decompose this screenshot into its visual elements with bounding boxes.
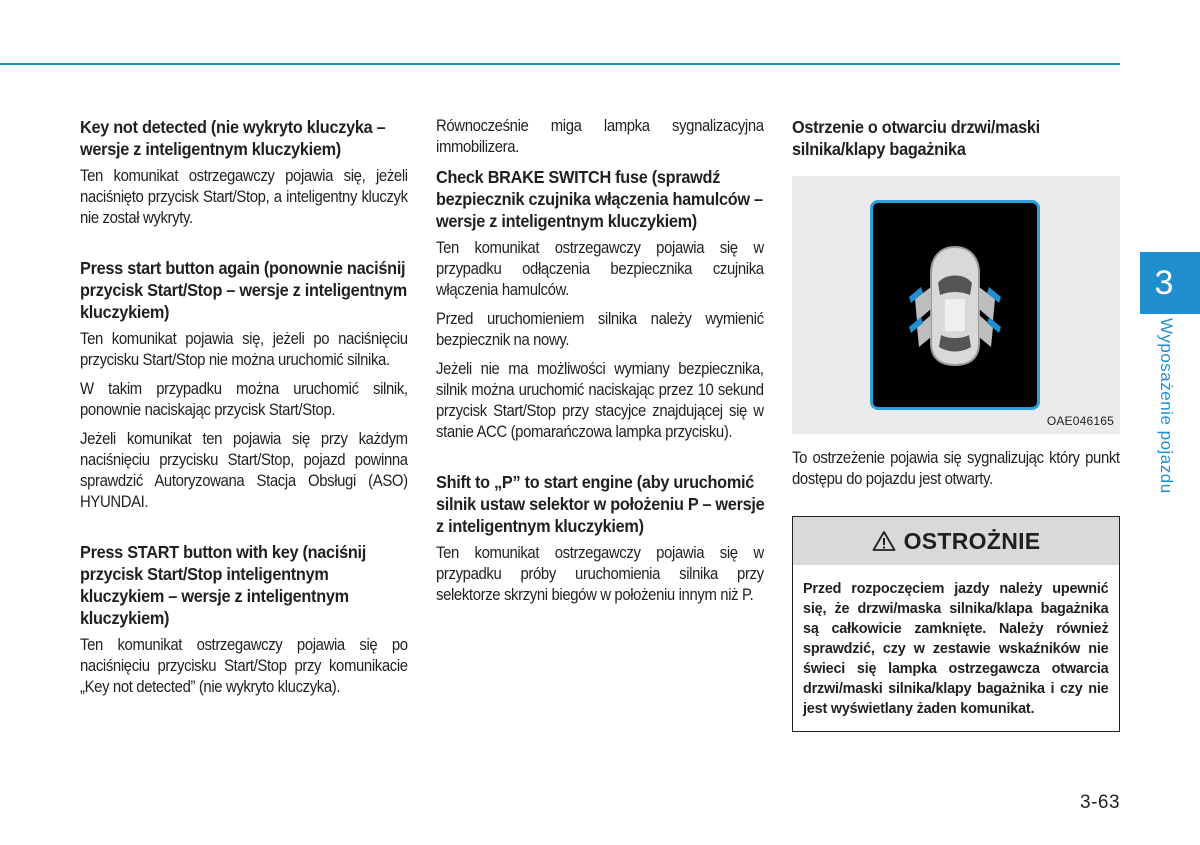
section-title-press-start-with-key: Press START button with key (naciśnij przycisk Start/Stop inteligentnym kluczykiem – wersje z inteligentnym kluczykiem)	[80, 542, 366, 628]
paragraph: Równocześnie miga lampka sygnalizacyjna immobilizera.	[436, 117, 764, 156]
chapter-title: Wyposażenie pojazdu	[1157, 318, 1176, 494]
section-title-door-open-warning: Ostrzenie o otwarciu drzwi/maski silnika/klapy bagażnika	[792, 117, 1040, 159]
cluster-display	[870, 200, 1040, 410]
paragraph: Ten komunikat ostrzegawczy pojawia się po naciśnięciu przycisku Start/Stop przy komunikacie „Key not detected” (nie wykryto kluczyka).	[80, 636, 408, 696]
figure-door-open	[792, 176, 1120, 434]
figure-code: OAE046165	[1046, 414, 1114, 428]
column-middle	[436, 116, 764, 614]
caution-header	[793, 517, 1119, 565]
open-doors-car-icon	[873, 203, 1037, 407]
section-title-check-brake-switch: Check BRAKE SWITCH fuse (sprawdź bezpiecznik czujnika włączenia hamulców – wersje z inteligentnym kluczykiem)	[436, 167, 763, 231]
page-number: 3-63	[1080, 792, 1121, 813]
column-left	[80, 116, 408, 706]
paragraph: To ostrzeżenie pojawia się sygnalizując który punkt dostępu do pojazdu jest otwarty.	[792, 449, 1120, 488]
paragraph: Jeżeli nie ma możliwości wymiany bezpiecznika, silnik można uruchomić naciskając przez 10 sekund przycisk Start/Stop przy stacyjce znajdującej się w stanie ACC (pomarańczowa lampka przycisku).	[436, 360, 764, 441]
paragraph: Ten komunikat ostrzegawczy pojawia się w przypadku próby uruchomienia silnika przy selektorze skrzyni biegów w położeniu innym niż P.	[436, 544, 764, 604]
caution-box	[792, 516, 1120, 732]
paragraph: Ten komunikat ostrzegawczy pojawia się, jeżeli naciśnięto przycisk Start/Stop, a inteligentny kluczyk nie został wykryty.	[80, 167, 408, 227]
top-rule	[0, 63, 1120, 65]
paragraph: W takim przypadku można uruchomić silnik, ponownie naciskając przycisk Start/Stop.	[80, 380, 408, 419]
paragraph: Przed uruchomieniem silnika należy wymienić bezpiecznik na nowy.	[436, 310, 764, 349]
column-right	[792, 116, 1120, 732]
warning-triangle-icon	[872, 530, 896, 552]
paragraph: Ten komunikat ostrzegawczy pojawia się w przypadku odłączenia bezpiecznika czujnika włączenia hamulców.	[436, 239, 764, 299]
caution-title: OSTROŻNIE	[903, 527, 1041, 554]
caution-body	[793, 565, 1119, 731]
caution-text: Przed rozpoczęciem jazdy należy upewnić się, że drzwi/maska silnika/klapa bagażnika są całkowicie zamknięte. Należy również sprawdzić, czy w zestawie wskaźników nie świeci się lampka ostrzegawcza otwarcia drzwi/maski silnika/klapy bagażnika i czy nie jest wyświetlany żaden komunikat.	[803, 580, 1109, 717]
section-title-shift-to-p: Shift to „P” to start engine (aby uruchomić silnik ustaw selektor w położeniu P – wersje z inteligentnym kluczykiem)	[436, 472, 765, 536]
chapter-number: 3	[1154, 263, 1174, 302]
paragraph: Ten komunikat pojawia się, jeżeli po naciśnięciu przycisku Start/Stop nie można uruchomić silnika.	[80, 330, 408, 369]
section-title-key-not-detected: Key not detected (nie wykryto kluczyka – wersje z inteligentnym kluczykiem)	[80, 117, 386, 159]
paragraph: Jeżeli komunikat ten pojawia się przy każdym naciśnięciu przycisku Start/Stop, pojazd powinna sprawdzić Autoryzowana Stacja Obsługi (ASO) HYUNDAI.	[80, 430, 408, 511]
section-title-press-start-again: Press start button again (ponownie naciśnij przycisk Start/Stop – wersje z inteligentnym kluczykiem)	[80, 258, 407, 322]
chapter-tab	[1140, 252, 1200, 314]
